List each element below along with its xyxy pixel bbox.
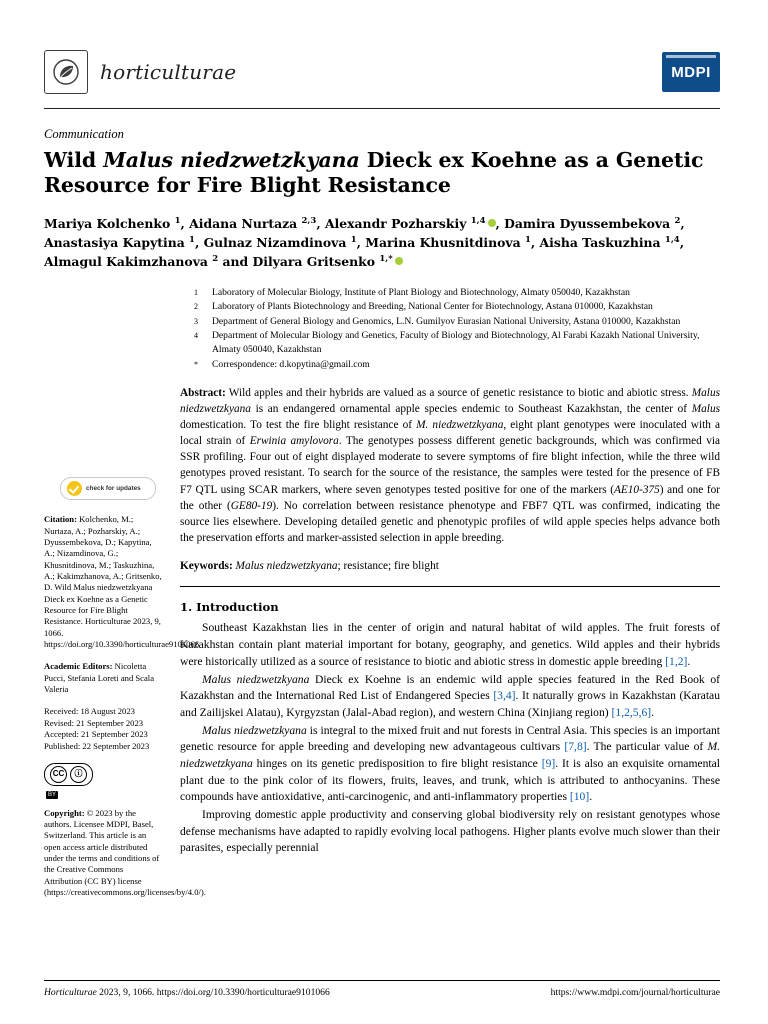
cc-by-icon: ⓘ [70,766,87,783]
publication-dates [44,706,162,751]
footer-citation-rest: 2023, 9, 1066. https://doi.org/10.3390/horticulturae9101066 [96,987,330,998]
orcid-icon [395,257,403,265]
section-heading-introduction: 1. Introduction [180,600,279,615]
title-line-2: Resource for Fire Blight Resistance [44,173,451,197]
main-content [180,385,720,909]
copyright-block [44,807,206,899]
affiliation-text: Laboratory of Molecular Biology, Institute of Plant Biology and Biotechnology, Almaty 050040, Kazakhstan [212,286,630,298]
abstract [180,385,720,545]
creative-commons-badge [44,763,162,786]
body-area [44,385,720,909]
mdpi-logo-text: MDPI [671,63,711,81]
title-part-post: Dieck ex Koehne as a Genetic [359,148,704,172]
affiliation-marker: 2 [194,302,198,312]
affiliation-marker: 1 [194,287,198,297]
orcid-icon [488,219,496,227]
copyright-label: Copyright: [44,807,85,818]
page-title [44,148,720,198]
footer-journal-url[interactable]: https://www.mdpi.com/journal/horticulturae [550,987,720,998]
affiliation-text: Department of General Biology and Genomics, L.N. Gumilyov Eurasian National University, Astana 010000, Kazakhstan [212,315,681,327]
accepted-date: Accepted: 21 September 2023 [44,729,148,740]
footer-journal-name: Horticulturae [44,987,97,998]
check-for-updates-label: check for updates [86,485,141,493]
affiliation-list [194,286,720,372]
title-part-pre: Wild [44,148,104,172]
citation-label: Citation: [44,514,77,525]
correspondence-marker: * [194,359,198,369]
copyright-text: © 2023 by the authors. Licensee MDPI, Basel, Switzerland. This article is an open access article distributed under the terms and conditions of the Creative Commons Attribution (CC BY) license (https://creativecommons.org/licenses/by/4.0/). [44,807,206,898]
academic-editors-block [44,661,162,695]
journal-masthead [44,44,720,109]
page-footer [44,980,720,998]
section-divider [180,586,720,587]
affiliation-marker: 3 [194,316,198,326]
cc-by-text [46,788,162,800]
affiliation-item [194,329,720,356]
check-icon [67,481,82,496]
correspondence-text[interactable]: Correspondence: d.kopytina@gmail.com [212,358,370,370]
academic-editors-text: Nicoletta Pucci, Stefania Loreti and Scala Valeria [44,661,155,695]
cc-by-label: BY [48,791,57,798]
author-list [44,214,704,272]
affiliation-item [194,286,720,300]
check-for-updates-badge[interactable] [60,477,156,500]
affiliation-marker: 4 [194,331,198,341]
affiliation-text: Laboratory of Plants Biotechnology and Breeding, National Center for Biotechnology, Astana 010000, Kazakhstan [212,301,653,313]
revised-date: Revised: 21 September 2023 [44,717,144,728]
mdpi-logo [662,52,720,92]
footer-citation [44,987,330,998]
affiliation-item [194,300,720,314]
paragraph: Improving domestic apple productivity and conserving global biodiversity rely on resistant genotypes whose defense mechanisms have adapted to rapidly evolving local pathogens. Higher plants evolve much slower than their parasites, especially perennial [180,808,720,855]
journal-name: horticulturae [100,60,237,84]
correspondence-item [194,358,720,372]
leaf-in-circle-icon [44,50,88,94]
mdpi-logo-bar [666,55,716,58]
affiliation-item [194,315,720,329]
paragraph: Malus niedzwetzkyana Dieck ex Koehne is an endemic wild apple species featured in the Red Book of Kazakhstan and the International Red List of Endangered Species [3,4]. It naturally grows in Kazakhstan (Karatau and Zailijskei Alatau), Kyrgyzstan (Jalal-Abad region), and western China (Xinjiang region) [1,2,5,6]. [180,672,720,719]
cc-icon: CC [50,766,67,783]
author-names: Mariya Kolchenko $^1$, Aidana Nurtaza $^{2,3}$, Alexandr Pozharskiy $^{1,4}$ , Damira Dyussembekova $^2$, Anastasiya Kapytina $^1$, Gulnaz Nizamdinova $^1$, Marina Khusnitdinova $^1$, Aisha Taskuzhina $^{1,4}$, Almagul Kakimzhanova $^2$ and Dilyara Gritsenko $^{1,*}$ [44,215,685,270]
citation-text: Kolchenko, M.; Nurtaza, A.; Pozharskiy, A.; Dyussembekova, D.; Kapytina, A.; Nizamdinova, G.; Khusnitdinova, M.; Taskuzhina, A.; Kakimzhanova, A.; Gritsenko, D. Wild Malus niedzwetzkyana Dieck ex Koehne as a Genetic Resource for Fire Blight Resistance. Horticulturae 2023, 9, 1066. https://doi.org/10.3390/horticulturae9101066 [44,514,199,650]
abstract-label: Abstract: [180,387,226,400]
published-date: Published: 22 September 2023 [44,740,150,751]
paragraph: Southeast Kazakhstan lies in the center of origin and natural habitat of wild apples. The fruit forests of Kazakhstan contain plant material important for botany, geography, and genetics. Wild apples and their hybrids were historically utilized as a source of resistance to biotic and abiotic stress in domestic apple breeding [1,2]. [180,621,720,668]
journal-brand [44,50,236,94]
keywords [180,559,720,575]
keywords-text: Malus niedzwetzkyana; resistance; fire blight [235,559,439,572]
citation-block [44,514,199,650]
paragraph: Malus niedzwetzkyana is integral to the mixed fruit and nut forests in Central Asia. This species is an important genetic resource for apple breeding and developing new advantageous cultivars [7,8]. The particular value of M. niedzwetzkyana hinges on its genetic predisposition to fire blight resistance [9]. It is also an exquisite ornamental plant due to the pink color of its flowers, fruits, leaves, and trunk, which is attributed to anthocyanins. These compounds have antioxidative, anti-carcinogenic, and anti-inflammatory properties [10]. [180,723,721,804]
abstract-text: Wild apples and their hybrids are valued as a source of genetic resistance to biotic and abiotic stress. Malus niedzwetzkyana is an endangered ornamental apple species endemic to Southeast Kazakhstan, the center of Malus domestication. To test the fire blight resistance of M. niedzwetzkyana, eight plant genotypes were inoculated with a local strain of Erwinia amylovora. The genotypes possess different genetic backgrounds, which was confirmed via SSR profiling. Four out of eight displayed moderate to severe symptoms of fire blight infection, while the three wild genotypes proved resistant. To search for the source of the resistance, the samples were tested for the presence of FB F7 QTL using SCAR markers, where seven genotypes tested positive for one of the markers (AE10-375) and one for the other (GE80-19). No correlation between resistance phenotype and FBF7 QTL was confirmed, indicating the source lies elsewhere. Developing detailed genetic and phenotypic profiles of wild apple species helps advance both the preservation efforts and marker-assisted selection in apple breeding. [180,387,721,544]
received-date: Received: 18 August 2023 [44,706,135,717]
cc-badge-inner [44,763,93,786]
affiliation-text: Department of Molecular Biology and Genetics, Faculty of Biology and Biotechnology, Al Farabi Kazakh National University, Almaty 050040, Kazakhstan [212,330,700,356]
keywords-label: Keywords: [180,559,233,572]
article-type: Communication [44,127,124,141]
title-species: Malus niedzwetzkyana [103,148,360,172]
academic-editors-label: Academic Editors: [44,661,113,672]
